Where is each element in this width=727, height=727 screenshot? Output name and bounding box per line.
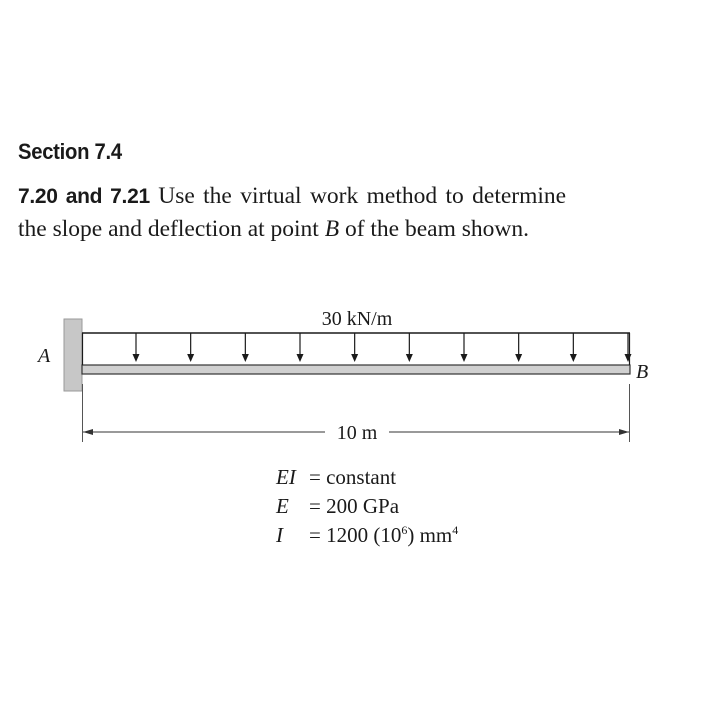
property-row-ei xyxy=(276,463,458,492)
support-label: A xyxy=(38,345,51,367)
load-arrow-head xyxy=(297,354,304,362)
load-label: 30 kN/m xyxy=(321,308,393,330)
load-arrow-head xyxy=(187,354,194,362)
point-label: B xyxy=(324,216,340,242)
property-symbol: EI xyxy=(276,465,296,489)
load-arrow-head xyxy=(351,354,358,362)
problem-text-line1: Use the virtual work method to determine xyxy=(158,183,567,209)
property-value: = 200 GPa xyxy=(309,494,400,518)
property-symbol: E xyxy=(276,494,289,518)
property-row-e xyxy=(276,492,458,521)
property-symbol: I xyxy=(276,523,283,547)
load-arrow-head xyxy=(406,354,413,362)
beam xyxy=(82,365,630,374)
problem-number: 7.20 and 7.21 xyxy=(18,185,150,208)
load-arrow-head xyxy=(570,354,577,362)
property-exponent: 6 xyxy=(401,523,408,537)
load-arrow-head xyxy=(242,354,249,362)
property-row-i xyxy=(276,521,458,550)
end-label: B xyxy=(636,361,649,383)
property-unit: ) mm xyxy=(407,523,453,547)
property-value: = constant xyxy=(309,465,397,489)
property-value-base: = 1200 (10 xyxy=(309,523,402,547)
span-label: 10 m xyxy=(336,422,378,444)
load-arrows xyxy=(133,333,632,362)
load-arrow-head xyxy=(461,354,468,362)
property-unit-exponent: 4 xyxy=(452,523,459,537)
load-arrow-head xyxy=(625,354,632,362)
property-value xyxy=(309,521,458,550)
dimension-arrow-left xyxy=(83,429,93,435)
problem-text-line2: the slope and deflection at point xyxy=(18,216,319,242)
fixed-support-wall xyxy=(64,319,82,391)
load-arrow-head xyxy=(133,354,140,362)
section-heading: Section 7.4 xyxy=(18,139,122,164)
dimension-arrow-right xyxy=(619,429,629,435)
beam-properties xyxy=(276,463,458,550)
load-arrow-head xyxy=(515,354,522,362)
problem-text-line2-end: of the beam shown. xyxy=(344,216,529,242)
